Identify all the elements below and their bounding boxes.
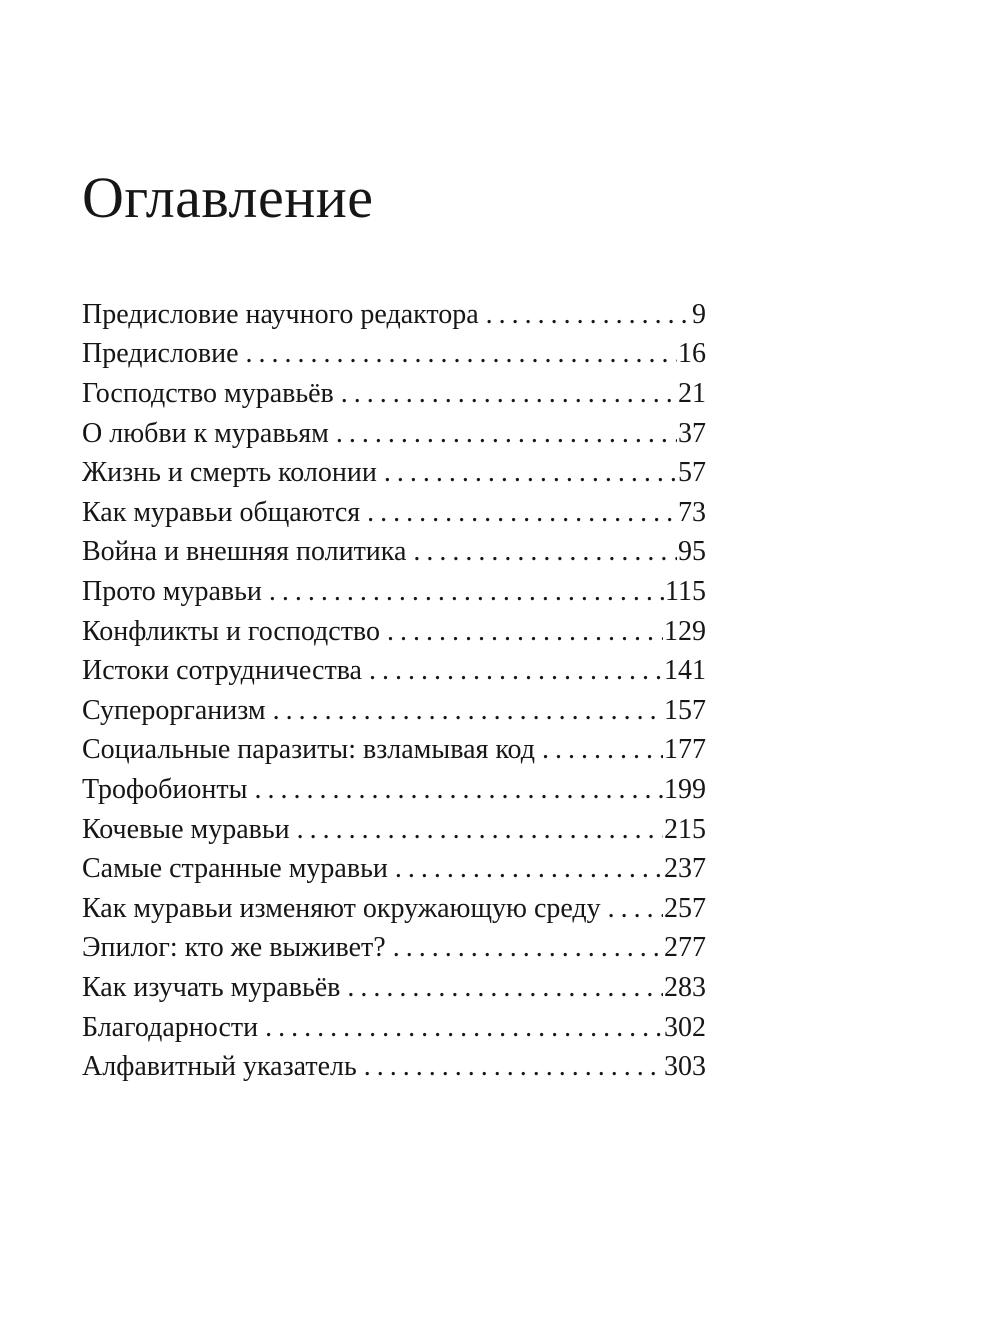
toc-leader-dots (393, 928, 663, 968)
toc-entry-page: 199 (664, 774, 706, 806)
toc-leader-dots (273, 691, 663, 731)
toc-entry-label: Жизнь и смерть колонии (82, 457, 377, 489)
toc-entry-label: Прото муравьи (82, 576, 262, 608)
toc-entry-page: 257 (664, 892, 706, 924)
toc-entry (82, 334, 706, 374)
toc-entry-label: Как муравьи изменяют окружающую среду (82, 892, 601, 924)
toc-entry-page: 302 (664, 1011, 706, 1043)
toc-entry-label: Истоки сотрудничества (82, 655, 362, 687)
toc-entry (82, 730, 706, 770)
toc-entry (82, 414, 706, 454)
toc-entry-label: Трофобионты (82, 774, 248, 806)
toc-entry-page: 141 (664, 655, 706, 687)
toc-entry-label: О любви к муравьям (82, 417, 329, 449)
toc-entry-page: 37 (678, 417, 706, 449)
toc-leader-dots (387, 612, 663, 652)
toc-leader-dots (269, 572, 664, 612)
toc-entry (82, 691, 706, 731)
toc-entry-label: Суперорганизм (82, 694, 266, 726)
toc-entry-page: 177 (664, 734, 706, 766)
toc-leader-dots (347, 968, 663, 1008)
toc-entry-page: 57 (678, 457, 706, 489)
toc-leader-dots (336, 414, 677, 454)
toc-content (82, 165, 706, 1087)
toc-entry-page: 115 (665, 576, 706, 608)
toc-leader-dots (384, 453, 677, 493)
toc-entry (82, 1008, 706, 1048)
table-of-contents (82, 295, 706, 1087)
toc-entry (82, 374, 706, 414)
toc-leader-dots (608, 889, 663, 929)
toc-entry (82, 1047, 706, 1087)
toc-entry-label: Благодарности (82, 1011, 259, 1043)
toc-entry (82, 295, 706, 335)
toc-leader-dots (542, 730, 663, 770)
toc-entry-label: Как муравьи общаются (82, 496, 361, 528)
toc-leader-dots (364, 1047, 663, 1087)
toc-entry (82, 968, 706, 1008)
toc-entry-label: Предисловие (82, 338, 239, 370)
toc-entry (82, 810, 706, 850)
toc-entry-page: 21 (678, 378, 706, 410)
toc-entry-label: Предисловие научного редактора (82, 298, 479, 330)
toc-entry-page: 283 (664, 971, 706, 1003)
toc-leader-dots (369, 651, 663, 691)
toc-entry-page: 16 (678, 338, 706, 370)
toc-leader-dots (254, 770, 663, 810)
toc-entry-page: 129 (664, 615, 706, 647)
toc-entry (82, 572, 706, 612)
toc-entry (82, 928, 706, 968)
toc-entry-label: Конфликты и господство (82, 615, 380, 647)
toc-leader-dots (341, 374, 677, 414)
toc-leader-dots (367, 493, 677, 533)
toc-entry (82, 493, 706, 533)
toc-entry (82, 849, 706, 889)
page-title: Оглавление (82, 165, 374, 230)
toc-leader-dots (395, 849, 663, 889)
toc-entry (82, 612, 706, 652)
toc-entry-page: 237 (664, 853, 706, 885)
toc-entry (82, 532, 706, 572)
toc-entry-label: Господство муравьёв (82, 378, 334, 410)
toc-entry-page: 215 (664, 813, 706, 845)
toc-entry-label: Кочевые муравьи (82, 813, 290, 845)
toc-leader-dots (297, 810, 663, 850)
toc-leader-dots (413, 532, 677, 572)
toc-entry-page: 303 (664, 1051, 706, 1083)
toc-entry-page: 9 (692, 298, 706, 330)
toc-entry (82, 889, 706, 929)
toc-entry-label: Эпилог: кто же выживет? (82, 932, 386, 964)
toc-entry-label: Самые странные муравьи (82, 853, 388, 885)
toc-entry-page: 277 (664, 932, 706, 964)
toc-leader-dots (486, 295, 691, 335)
toc-entry (82, 770, 706, 810)
toc-entry-label: Алфавитный указатель (82, 1051, 357, 1083)
toc-entry-label: Социальные паразиты: взламывая код (82, 734, 535, 766)
toc-leader-dots (246, 334, 677, 374)
toc-entry-page: 157 (664, 694, 706, 726)
toc-entry-page: 95 (678, 536, 706, 568)
toc-leader-dots (265, 1008, 663, 1048)
toc-entry-label: Как изучать муравьёв (82, 971, 341, 1003)
toc-entry-page: 73 (678, 496, 706, 528)
toc-entry-label: Война и внешняя политика (82, 536, 407, 568)
toc-entry (82, 651, 706, 691)
toc-entry (82, 453, 706, 493)
